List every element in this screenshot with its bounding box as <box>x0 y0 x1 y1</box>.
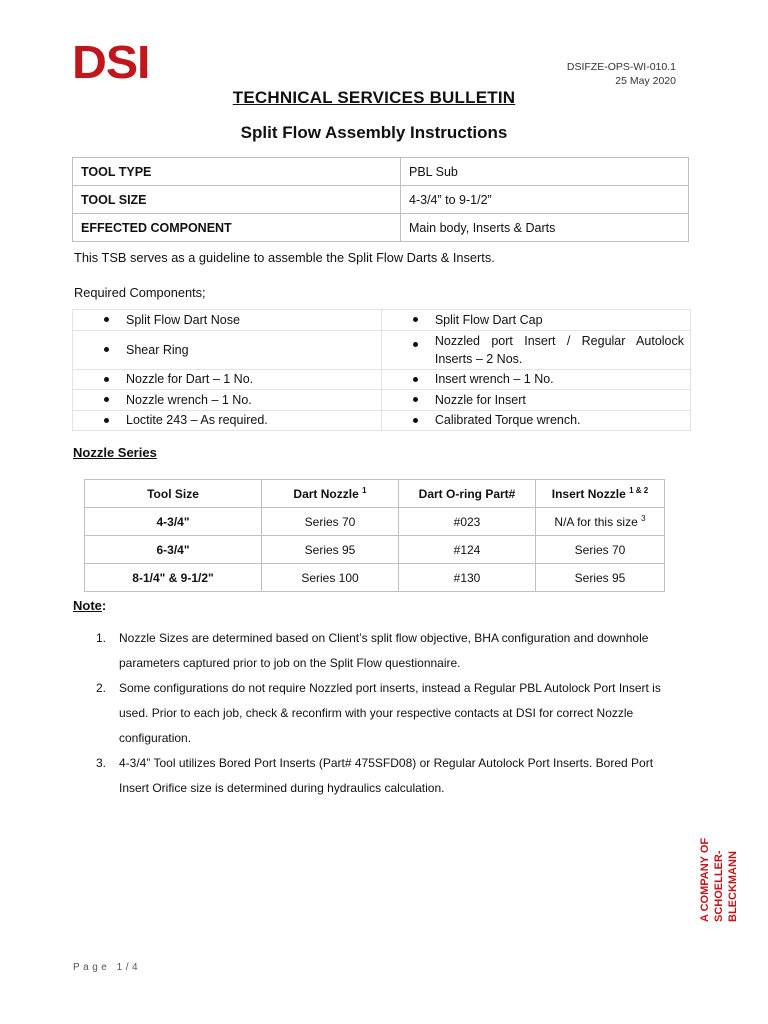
info-label: TOOL TYPE <box>73 158 401 186</box>
list-item: Nozzle wrench – 1 No. <box>73 390 382 411</box>
info-label: TOOL SIZE <box>73 186 401 214</box>
document-reference <box>567 60 676 88</box>
column-header: Insert Nozzle $^{1 \& 2}$ <box>536 480 665 508</box>
notes-list <box>96 626 676 801</box>
bullet-icon <box>413 342 418 347</box>
affiliation-line-2: SCHOELLER-BLECKMANN <box>713 850 739 922</box>
table-row <box>73 369 691 390</box>
tool-size-cell: 4-3/4" <box>85 508 262 536</box>
list-item: Insert wrench – 1 No. <box>381 369 690 390</box>
table-header-row <box>85 480 665 508</box>
list-item: Shear Ring <box>73 330 382 369</box>
footnote-ref: 3 <box>641 514 646 523</box>
column-header: Dart O-ring Part# <box>399 480 536 508</box>
table-row <box>73 310 691 331</box>
info-value: PBL Sub <box>401 158 689 186</box>
table-row <box>73 158 689 186</box>
bullet-icon <box>413 418 418 423</box>
info-value: 4-3/4” to 9-1/2” <box>401 186 689 214</box>
list-item: Nozzle for Dart – 1 No. <box>73 369 382 390</box>
table-row <box>85 564 665 592</box>
bullet-icon <box>104 418 109 423</box>
list-item: Split Flow Dart Nose <box>73 310 382 331</box>
table-row <box>73 390 691 411</box>
bullet-icon <box>413 377 418 382</box>
affiliation-line-1: A COMPANY OF <box>699 837 711 922</box>
document-date: 25 May 2020 <box>615 75 676 87</box>
table-row <box>73 330 691 369</box>
nozzle-series-table <box>84 479 665 592</box>
table-row <box>73 186 689 214</box>
table-row <box>85 536 665 564</box>
column-header: Tool Size <box>85 480 262 508</box>
required-components-heading: Required Components; <box>74 285 206 300</box>
bullet-icon <box>104 377 109 382</box>
info-value: Main body, Inserts & Darts <box>401 214 689 242</box>
list-item: Calibrated Torque wrench. <box>381 410 690 431</box>
table-row <box>85 508 665 536</box>
table-row <box>73 214 689 242</box>
table-row <box>73 410 691 431</box>
footnote-ref: 1 <box>362 486 367 495</box>
bulletin-title: TECHNICAL SERVICES BULLETIN <box>232 88 516 107</box>
list-item: Nozzled port Insert / Regular Autolock Inserts – 2 Nos. <box>381 330 690 369</box>
info-label: EFFECTED COMPONENT <box>73 214 401 242</box>
footnote-ref: 1 & 2 <box>629 486 649 495</box>
note-heading: Note: <box>73 598 107 613</box>
insert-nozzle-cell: N/A for this size $^3$ <box>536 508 665 536</box>
page-number: Page 1/4 <box>73 962 142 973</box>
oring-cell: #124 <box>399 536 536 564</box>
column-header: Dart Nozzle $^1$ <box>262 480 399 508</box>
list-item: 2. Some configurations do not require Nozzled port inserts, instead a Regular PBL Autolock Port Insert is used. Prior to each job, check & reconfirm with your respective contacts at DSI for correct Nozzle configuration. <box>96 681 661 745</box>
dsi-logo: DSI <box>72 36 150 88</box>
dart-nozzle-cell: Series 95 <box>262 536 399 564</box>
list-item: Split Flow Dart Cap <box>381 310 690 331</box>
dart-nozzle-cell: Series 100 <box>262 564 399 592</box>
oring-cell: #023 <box>399 508 536 536</box>
intro-paragraph: This TSB serves as a guideline to assemble the Split Flow Darts & Inserts. <box>74 250 495 265</box>
tool-size-cell: 8-1/4" & 9-1/2" <box>85 564 262 592</box>
company-affiliation <box>698 782 738 922</box>
nozzle-series-heading: Nozzle Series <box>73 445 157 460</box>
bullet-icon <box>104 347 109 352</box>
page-title: Split Flow Assembly Instructions <box>240 123 508 142</box>
list-item: 3. 4-3/4” Tool utilizes Bored Port Inserts (Part# 475SFD08) or Regular Autolock Port Inserts. Bored Port Insert Orifice size is determined during hydraulics calculation. <box>96 756 654 795</box>
tool-size-cell: 6-3/4" <box>85 536 262 564</box>
insert-nozzle-cell: Series 95 <box>536 564 665 592</box>
dart-nozzle-cell: Series 70 <box>262 508 399 536</box>
oring-cell: #130 <box>399 564 536 592</box>
components-table <box>72 309 691 431</box>
list-item: Nozzle for Insert <box>381 390 690 411</box>
insert-nozzle-cell: Series 70 <box>536 536 665 564</box>
list-item: Loctite 243 – As required. <box>73 410 382 431</box>
document-code: DSIFZE-OPS-WI-010.1 <box>566 61 676 73</box>
tool-info-table <box>72 157 689 242</box>
list-item: 1. Nozzle Sizes are determined based on Client’s split flow objective, BHA configuration and downhole parameters captured prior to job on the Split Flow questionnaire. <box>96 631 649 670</box>
